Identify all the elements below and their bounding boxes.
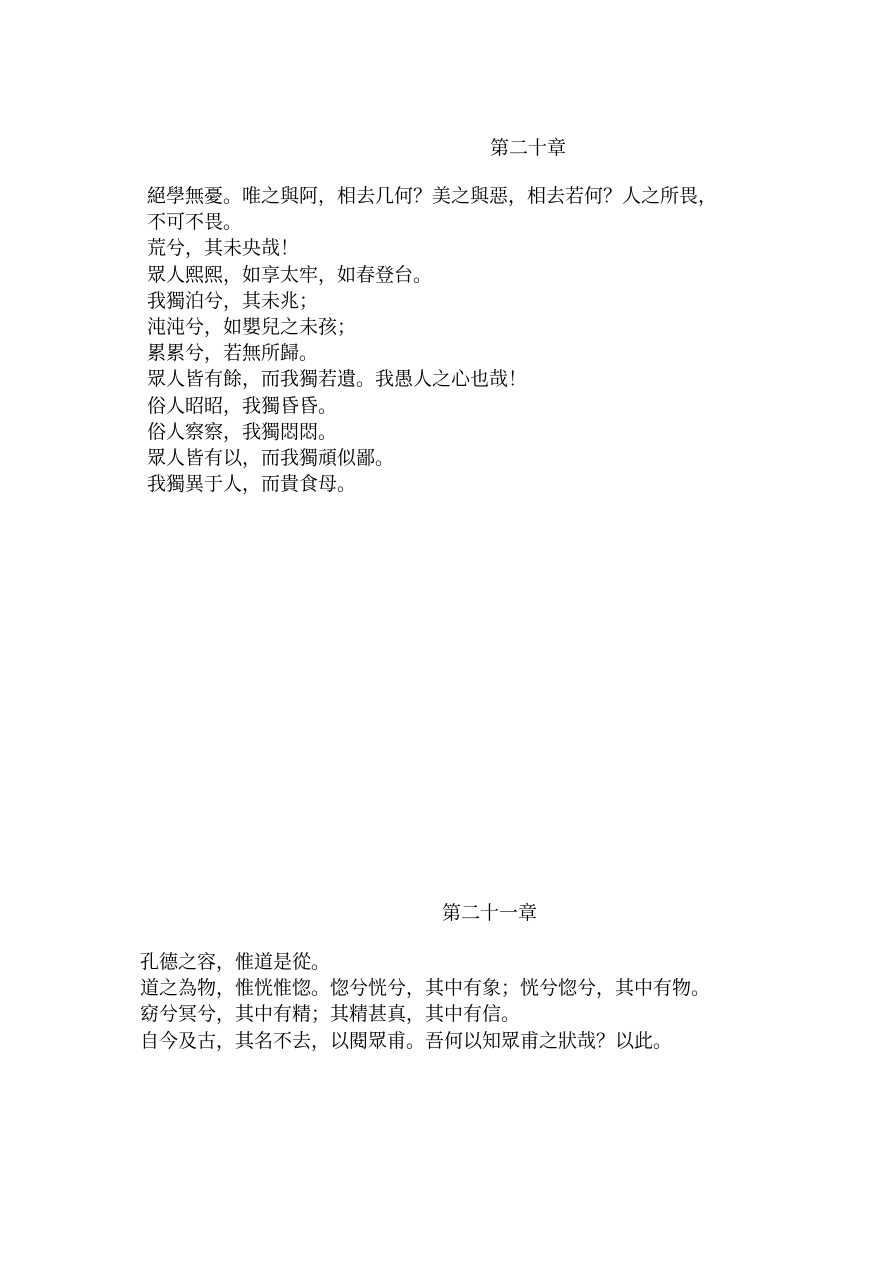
text-line: 不可不畏。 [147, 211, 243, 234]
text-line: 孔德之容，惟道是從。 [140, 951, 331, 973]
text-line: 眾人皆有以，而我獨頑似鄙。 [147, 447, 395, 470]
text-line: 我獨泊兮，其未兆； [147, 289, 319, 312]
text-line: 沌沌兮，如嬰兒之未孩； [147, 316, 357, 339]
chapter-20-text [147, 183, 717, 497]
text-line: 自今及古，其名不去，以閱眾甫。吾何以知眾甫之狀哉？以此。 [140, 1029, 673, 1052]
chapter-20-title: 第二十章 [490, 137, 567, 159]
chapter-21-title: 第二十一章 [442, 902, 538, 924]
text-line: 窈兮冥兮，其中有精；其精甚真，其中有信。 [140, 1003, 521, 1026]
text-line: 眾人熙熙，如享太牢，如春登台。 [147, 263, 433, 286]
text-line: 俗人察察，我獨悶悶。 [147, 420, 338, 443]
text-line: 荒兮，其未央哉！ [147, 237, 300, 260]
text-line: 眾人皆有餘，而我獨若遺。我愚人之心也哉！ [147, 368, 528, 391]
text-line: 累累兮，若無所歸。 [147, 342, 319, 365]
text-line: 道之為物，惟恍惟惚。惚兮恍兮，其中有象；恍兮惚兮，其中有物。 [140, 977, 711, 1000]
text-line: 我獨異于人，而貴食母。 [147, 473, 357, 496]
text-line: 俗人昭昭，我獨昏昏。 [147, 394, 338, 417]
chapter-21-text [140, 949, 710, 1054]
text-line: 絕學無憂。唯之與阿，相去几何？美之與惡，相去若何？人之所畏， [147, 185, 718, 207]
